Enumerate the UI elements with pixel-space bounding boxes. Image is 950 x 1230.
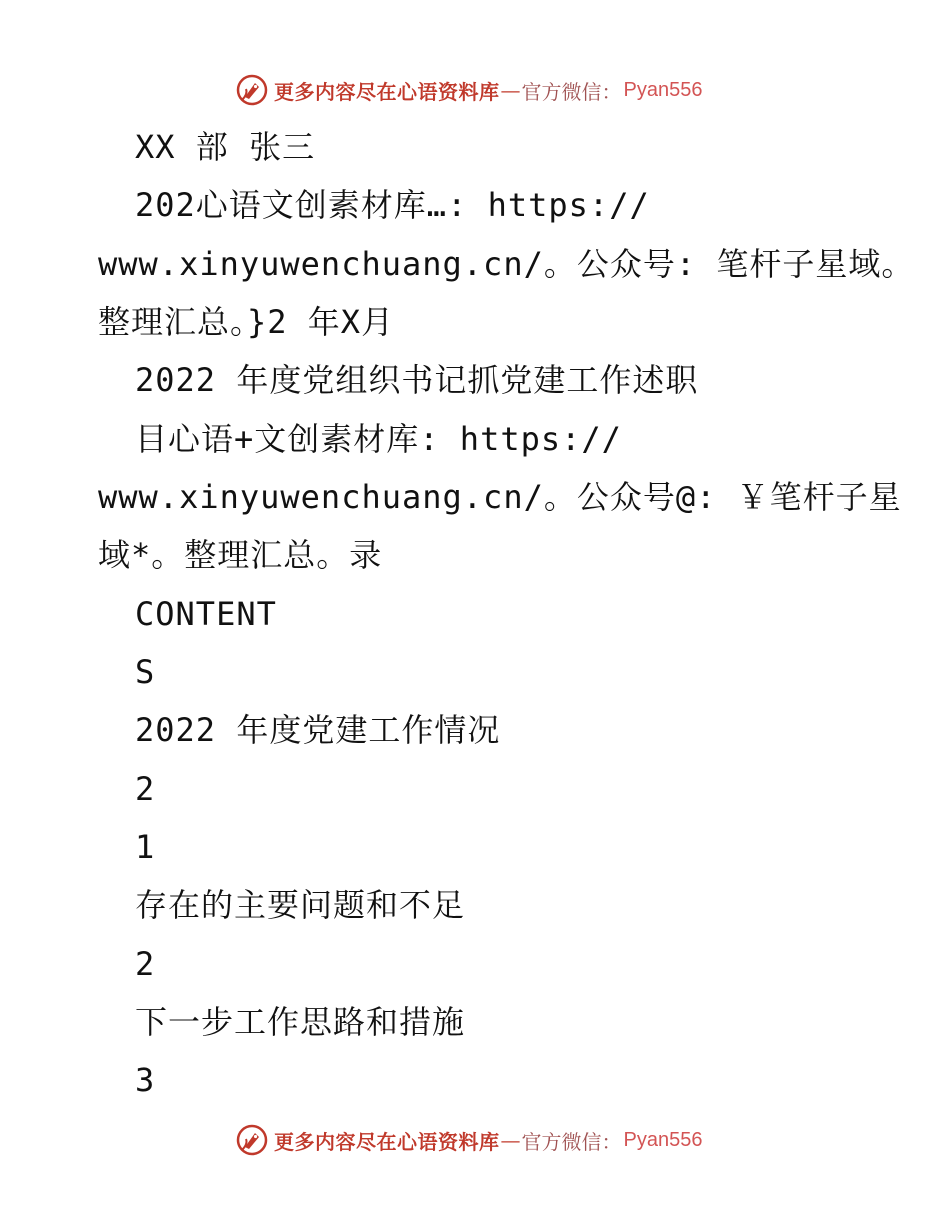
banner-official-label: 官方微信：: [521, 79, 622, 104]
toc-number: 3: [135, 1061, 156, 1099]
toc-item: 2022 年度党建工作情况: [135, 711, 501, 749]
banner-title: 更多内容尽在心语资料库: [274, 79, 500, 104]
body-line: 域*。整理汇总。录: [98, 536, 383, 574]
toc-number: 1: [135, 828, 156, 866]
banner-wechat-id: Pyan556: [623, 1128, 703, 1151]
pen-nib-logo-icon: [236, 1124, 268, 1156]
banner-dash: —: [500, 1128, 521, 1152]
body-line: 整理汇总。}2 年X月: [98, 303, 395, 341]
contents-heading: CONTENT: [135, 595, 277, 633]
body-line: 202心语文创素材库…: https://: [135, 186, 650, 224]
footer-banner: [236, 1123, 702, 1157]
toc-number: 2: [135, 945, 156, 983]
document-title: 2022 年度党组织书记抓党建工作述职: [135, 361, 699, 399]
contents-heading-suffix: S: [135, 653, 156, 691]
toc-item: 下一步工作思路和措施: [135, 1003, 466, 1041]
body-line: www.xinyuwenchuang.cn/。公众号: 笔杆子星域。: [98, 245, 915, 283]
toc-number: 2: [135, 770, 156, 808]
body-line: www.xinyuwenchuang.cn/。公众号@: ￥笔杆子星: [98, 478, 902, 516]
banner-wechat-id: Pyan556: [623, 78, 703, 101]
header-banner: [236, 73, 702, 107]
banner-title: 更多内容尽在心语资料库: [274, 1129, 500, 1154]
banner-official-label: 官方微信：: [521, 1129, 622, 1154]
toc-item: 存在的主要问题和不足: [135, 886, 466, 924]
pen-nib-logo-icon: [236, 74, 268, 106]
author-line: XX 部 张三: [135, 128, 316, 166]
body-line: 目心语+文创素材库: https://: [135, 420, 622, 458]
banner-dash: —: [500, 78, 521, 102]
